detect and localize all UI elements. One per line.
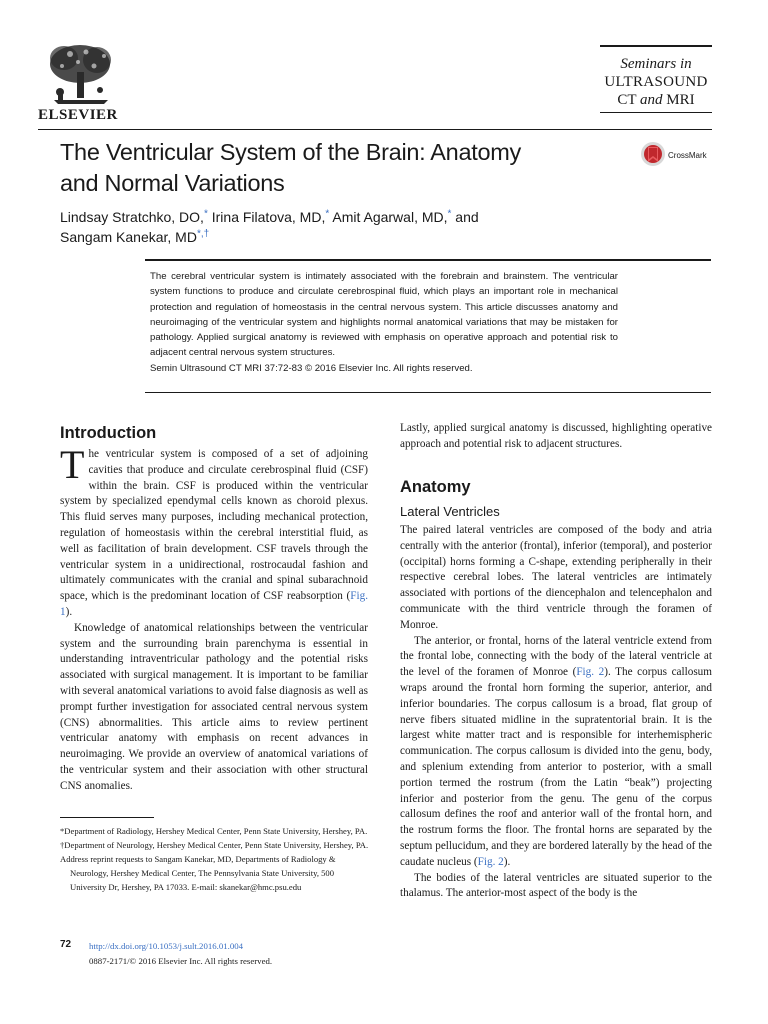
citation-line: Semin Ultrasound CT MRI 37:72-83 © 2016 Elsevier Inc. All rights reserved. [150, 362, 473, 374]
figure-link[interactable]: Fig. 1 [60, 590, 368, 618]
affiliation-mark[interactable]: * [325, 208, 330, 220]
footnote-address-text: Address reprint requests to Sangam Kanekar, MD, Departments of Radiology & Neurology, Hershey Medical Center, The Pennsylvania State University, 500 University Dr, Hershey, PA 17033. E-mail: [60, 854, 336, 892]
affiliation-mark[interactable]: * [203, 208, 208, 220]
left-column [60, 442, 368, 795]
issn-copyright: 0887-2171/© 2016 Elsevier Inc. All rights reserved. [89, 956, 273, 966]
author-2: Irina Filatova, MD, [207, 209, 326, 225]
right-column [400, 523, 712, 902]
intro-p1-end: ). [65, 605, 73, 618]
email-link[interactable]: skanekar@hmc.psu.edu [219, 882, 302, 892]
journal-name [598, 55, 714, 109]
lateral-paragraph-1: The paired lateral ventricles are composed of the body and atria centrally with the anterior (frontal), inferior (temporal), and posterior (occipital) horns forming a C-shape, extending peripherally in their respective cerebral lobes. The lateral ventricles are intimately associated with portions of the diencephalon and telencephalon and communicate with the third ventricle through the foramen of Monroe. [400, 524, 712, 631]
section-heading-introduction: Introduction [60, 424, 157, 442]
journal-line3 [598, 91, 714, 109]
footnote-radiology: *Department of Radiology, Hershey Medical Center, Penn State University, Hershey, PA. [60, 826, 368, 836]
lat-p2-text-b: ). The corpus callosum wraps around the frontal horn forming the superior, anterior, and inferior boundaries. The corpus callosum is a broad, flat group of nerve fibers situated midline in the supratentorial brain. It is the largest white matter tract and is responsible for interhemispheric communication. The corpus callosum is divided into the genu, body, and splenium extending from anterior to posterior, with a small portion termed the rostrum (from the Latin “beak”) projecting inferior and posterior from the genu. The genu of the corpus callosum defines the roof and anterior wall of the frontal horn, and the rostrum forms the floor. The frontal horns are separated by the septum pellucidum, and they are bordered laterally by the head of the caudate nucleus ( [400, 666, 712, 868]
title-line1: The Ventricular System of the Brain: Anatomy [60, 139, 521, 165]
journal-line1: Seminars in [620, 56, 692, 72]
footnote-address [60, 852, 372, 894]
intro-paragraph-3: Lastly, applied surgical anatomy is discussed, highlighting operative approach and potential risk to adjacent structures. [400, 422, 712, 450]
publisher-name: ELSEVIER [38, 107, 118, 123]
journal-rule-top [600, 45, 712, 47]
figure-link[interactable]: Fig. 2 [477, 855, 504, 868]
abstract-text: The cerebral ventricular system is intimately associated with the forebrain and brainstem. The ventricular system functions to produce and circulate cerebrospinal fluid, which plays an important role in mechanical protection and regulation of homeostasis in the central nervous system. This article discusses anatomy and neuroimaging of the ventricular system and highlights normal anatomical variations that may be mistaken for pathology. Applied surgical anatomy is reviewed with emphasis on operative approach and potential risk to adjacent central nervous system structures. [150, 271, 618, 359]
title-line2: and Normal Variations [60, 170, 285, 196]
elsevier-tree-logo [42, 40, 120, 106]
intro-p1-text: he ventricular system is composed of a set of adjoining cavities that produce and circulate cerebrospinal fluid (CSF) within the brain. CSF is produced within the ventricular system by specialized ependymal cells known as choroid plexus. This fluid serves many purposes, including mechanical protection, regulation of homeostasis within the cerebral interstitial fluid, as well as facilitation of brain development. CSF travels through the ventricular system in a unidirectional, rostrocaudal fashion and ultimately communicates with the cranial and spinal subarachnoid space, which is the predominant location of CSF reabsorption ( [60, 448, 368, 603]
lat-p2-text-c: ). [503, 855, 511, 868]
page-number: 72 [60, 939, 72, 950]
lateral-paragraph-3: The bodies of the lateral ventricles are situated superior to the thalamus. The anterior-most aspect of the body is the [400, 871, 712, 900]
journal-line3-b: and [640, 92, 663, 108]
footnote-neurology: †Department of Neurology, Hershey Medical Center, Penn State University, Hershey, PA. [60, 840, 369, 850]
author-1: Lindsay Stratchko, DO, [60, 209, 204, 225]
abstract-rule-top [145, 259, 711, 261]
abstract-rule-bottom [145, 392, 711, 393]
header-rule [38, 129, 712, 130]
footnotes [60, 824, 372, 894]
author-list [60, 207, 640, 247]
lat-p2-text-a: The anterior, or frontal, horns of the lateral ventricle extend from the frontal lobe, connecting with the body of the lateral ventricle at the level of the foramen of Monroe ( [400, 634, 712, 679]
intro-paragraph-1 [60, 442, 368, 621]
crossmark-label[interactable]: CrossMark [668, 151, 707, 160]
subsection-heading-lateral-ventricles: Lateral Ventricles [400, 504, 500, 519]
figure-link[interactable]: Fig. 2 [576, 666, 605, 679]
affiliation-mark[interactable]: * [447, 208, 452, 220]
intro-paragraph-2: Knowledge of anatomical relationships between the ventricular system and the surrounding brain parenchyma is essential in understanding intraventricular pathology and the potential risks associated with surgical management. It is important to be familiar with several anatomical variations to avoid false diagnosis as well as prompt further investigation for associated central nervous system (CNS) abnormalities. This article aims to review pertinent ventricular anatomy with emphasis on recent advances in neuroimaging. We provide an overview of anatomical variations of the ventricular system and their association with other structural CNS anomalies. [60, 621, 368, 792]
drop-cap: T [60, 442, 85, 487]
journal-line3-a: CT [617, 92, 641, 108]
journal-rule-bottom [600, 112, 712, 113]
author-3: Amit Agarwal, MD, [329, 209, 448, 225]
section-heading-anatomy: Anatomy [400, 478, 471, 496]
journal-line3-c: MRI [662, 92, 695, 108]
author-and: and [451, 209, 479, 225]
article-title [60, 137, 600, 199]
doi-link[interactable]: http://dx.doi.org/10.1053/j.sult.2016.01.004 [89, 941, 244, 951]
footnote-rule [60, 817, 154, 818]
abstract [150, 269, 618, 376]
right-column-top [400, 421, 712, 453]
affiliation-mark[interactable]: *,† [196, 228, 210, 240]
author-4: Sangam Kanekar, MD [60, 229, 197, 245]
journal-line2: ULTRASOUND [604, 74, 708, 90]
lateral-paragraph-2 [400, 634, 712, 871]
